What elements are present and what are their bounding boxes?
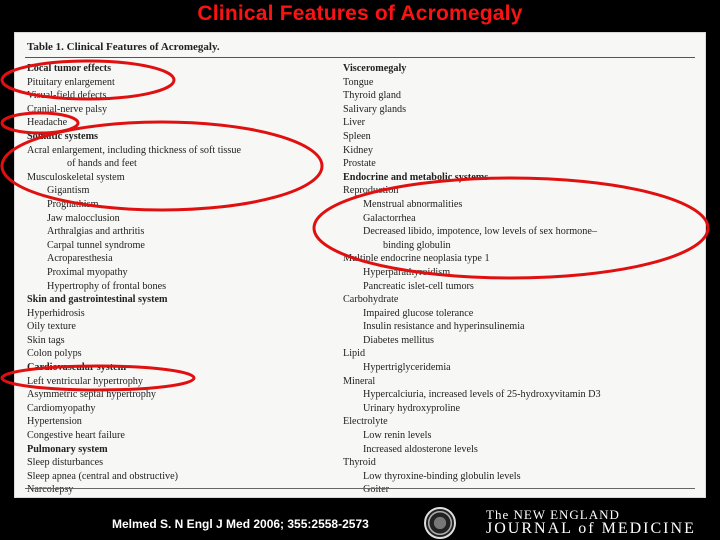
table-row: Increased aldosterone levels (363, 443, 478, 455)
table-row: Salivary glands (343, 103, 407, 115)
table-section-heading: Skin and gastrointestinal system (27, 294, 168, 306)
table-row: Pancreatic islet-cell tumors (363, 280, 474, 292)
table-row: Insulin resistance and hyperinsulinemia (363, 321, 525, 333)
table-row: Narcolepsy (27, 484, 74, 496)
table-row: Thyroid (343, 457, 376, 469)
table-row: Urinary hydroxyproline (363, 402, 461, 414)
table-section-heading: Somatic systems (27, 130, 99, 142)
table-row: Colon polyps (27, 348, 82, 360)
table-row: Arthralgias and arthritis (47, 226, 145, 238)
table-row: Acroparesthesia (47, 253, 113, 265)
table-section-heading: Cardiovascular system (27, 362, 127, 374)
table-section-heading: Endocrine and metabolic systems (343, 171, 489, 183)
caption-rule (25, 57, 695, 58)
table-row: Reproduction (343, 185, 399, 197)
table-row: Left ventricular hypertrophy (27, 375, 143, 387)
table-row: Acral enlargement, including thickness of soft tissue (27, 144, 241, 156)
table-section-heading: Pulmonary system (27, 443, 108, 455)
table-row: of hands and feet (67, 158, 137, 170)
table-row: Carpal tunnel syndrome (47, 239, 145, 251)
table-row: Hypertrophy of frontal bones (47, 280, 167, 292)
table-row: Decreased libido, impotence, low levels of sex hormone– (363, 226, 597, 238)
table-row: Hypercalciuria, increased levels of 25-hydroxyvitamin D3 (363, 389, 601, 401)
table-row: Skin tags (27, 334, 65, 346)
table-row: Cranial-nerve palsy (27, 103, 108, 115)
journal-logo (486, 508, 696, 537)
table-row: Musculoskeletal system (27, 171, 125, 183)
table-row: Prognathism (47, 198, 99, 210)
table-row: Gigantism (47, 185, 90, 197)
table-row: Diabetes mellitus (363, 334, 435, 346)
table-row: Thyroid gland (343, 90, 402, 102)
table-row: Tongue (343, 76, 374, 88)
table-row: Hyperparathyroidism (363, 266, 451, 278)
table-row: Cardiomyopathy (27, 402, 96, 414)
table-row: Prostate (343, 158, 376, 170)
table-row: Liver (343, 117, 366, 129)
table-row: Hypertriglyceridemia (363, 362, 451, 374)
table-row: Sleep disturbances (27, 457, 104, 469)
table-row: Pituitary enlargement (27, 76, 115, 88)
table-row: Headache (27, 117, 68, 129)
table-row: Visual-field defects (27, 90, 107, 102)
slide-title: Clinical Features of Acromegaly (197, 2, 523, 25)
right-column (343, 62, 703, 497)
table-row: Galactorrhea (363, 212, 416, 224)
table-row: Congestive heart failure (27, 430, 125, 442)
table-row: Proximal myopathy (47, 266, 128, 278)
table-row: Carbohydrate (343, 294, 399, 306)
journal-logo-line1: The NEW ENGLAND (486, 507, 620, 522)
table-section-heading: Local tumor effects (27, 63, 112, 74)
table-row: Low thyroxine-binding globulin levels (363, 470, 521, 482)
table-row: Multiple endocrine neoplasia type 1 (343, 253, 490, 265)
table-caption-text: Clinical Features of Acromegaly. (66, 41, 220, 53)
table-row: Hypertension (27, 416, 82, 428)
citation-text: Melmed S. N Engl J Med 2006; 355:2558-2573 (112, 517, 369, 531)
table-row: Goiter (363, 484, 390, 496)
table-row: Impaired glucose tolerance (363, 307, 474, 319)
table-row: Lipid (343, 348, 366, 360)
table-row: Kidney (343, 144, 373, 156)
table-row: Oily texture (27, 321, 76, 333)
table-row: binding globulin (383, 239, 451, 251)
table-row: Hyperhidrosis (27, 307, 85, 319)
table-caption-label: Table 1. (27, 41, 64, 53)
bottom-rule (25, 488, 695, 489)
table-row: Asymmetric septal hypertrophy (27, 389, 157, 401)
table-section-heading: Visceromegaly (343, 63, 407, 74)
journal-seal-icon (424, 507, 456, 539)
table-caption (27, 41, 220, 53)
table-row: Electrolyte (343, 416, 388, 428)
clinical-features-table (14, 32, 706, 498)
table-row: Jaw malocclusion (47, 212, 120, 224)
table-row: Spleen (343, 130, 371, 142)
table-row: Sleep apnea (central and obstructive) (27, 470, 179, 482)
table-row: Low renin levels (363, 430, 432, 442)
slide-footer (0, 506, 720, 540)
journal-logo-line2: JOURNAL of MEDICINE (486, 520, 696, 537)
table-row: Menstrual abnormalities (363, 198, 463, 210)
left-column (27, 62, 357, 497)
table-row: Mineral (343, 375, 376, 387)
